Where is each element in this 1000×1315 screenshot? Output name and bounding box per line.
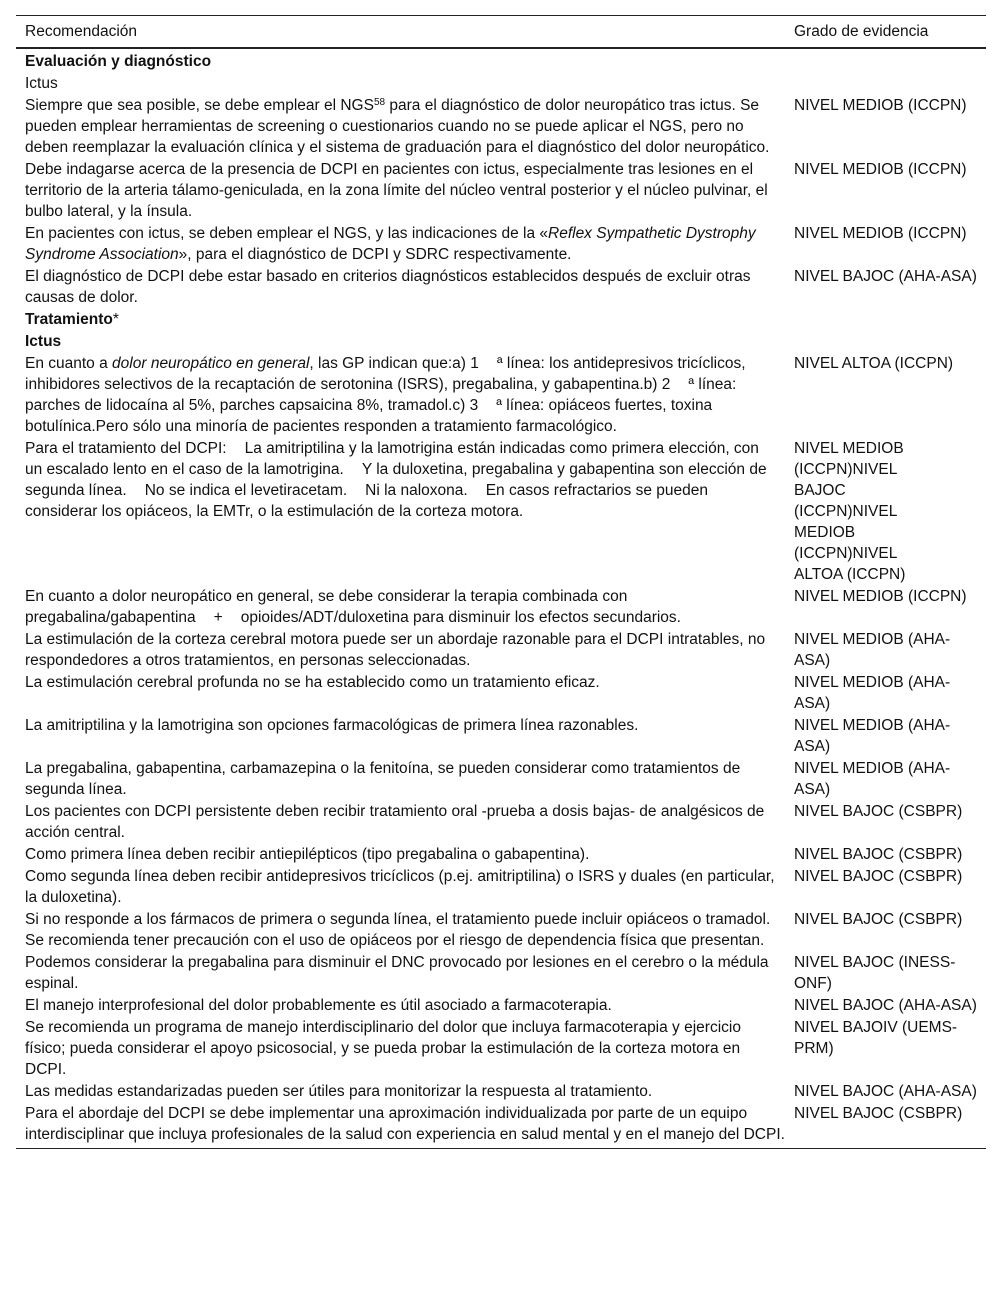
recommendation-text: En cuanto a dolor neuropático en general, se debe considerar la terapia combinada con pregabalina/gabapentina + opioides/ADT/duloxetina para disminuir los efectos secundarios. — [25, 588, 681, 626]
evidence-grade: NIVEL BAJOC (INESS-ONF) — [794, 954, 956, 992]
header-evidence: Grado de evidencia — [794, 23, 929, 40]
recommendation-text: Para el abordaje del DCPI se debe implementar una aproximación individualizada por parte de un equipo interdisciplinar que incluya profesionales de la salud con experiencia en salud mental y en el manejo del DCPI. — [25, 1105, 785, 1143]
recommendation-text: Si no responde a los fármacos de primera o segunda línea, el tratamiento puede incluir opiáceos o tramadol. Se recomienda tener precaución con el uso de opiáceos por el riesgo de dependencia física que presentan. — [25, 911, 771, 949]
recommendation-text: Se recomienda un programa de manejo interdisciplinario del dolor que incluya farmacoterapia y ejercicio físico; pueda considerar el apoyo psicosocial, y se pueda probar la estimulación de la corteza motora en DCPI. — [25, 1019, 741, 1078]
section-row — [16, 309, 986, 330]
recommendation-text: La amitriptilina y la lamotrigina son opciones farmacológicas de primera línea razonables. — [25, 717, 639, 734]
table-bottom-rule — [16, 1148, 986, 1149]
subsection-title: Ictus — [25, 75, 58, 92]
section-title: Evaluación y diagnóstico — [25, 53, 212, 70]
recommendation-rows — [16, 629, 986, 1145]
recommendation-text: Como segunda línea deben recibir antidepresivos tricíclicos (p.ej. amitriptilina) o ISRS y duales (en particular, la duloxetina). — [25, 868, 775, 906]
table-row — [16, 909, 986, 951]
table-row — [16, 995, 986, 1016]
recommendations-table — [16, 15, 986, 1149]
recommendation-text: Los pacientes con DCPI persistente deben recibir tratamiento oral -prueba a dosis bajas- de analgésicos de acción central. — [25, 803, 765, 841]
recommendation-text: El diagnóstico de DCPI debe estar basado en criterios diagnósticos establecidos después de excluir otras causas de dolor. — [25, 268, 751, 306]
recommendation-text: La pregabalina, gabapentina, carbamazepina o la fenitoína, se pueden considerar como tratamientos de segunda línea. — [25, 760, 741, 798]
subsection-title: Ictus — [25, 333, 62, 350]
evidence-grade: NIVEL BAJOC (CSBPR) — [794, 846, 963, 863]
subsection-row — [16, 73, 986, 94]
table-row — [16, 866, 986, 908]
table-row — [16, 672, 986, 714]
table-row — [16, 159, 986, 222]
recommendation-text: Como primera línea deben recibir antiepilépticos (tipo pregabalina o gabapentina). — [25, 846, 590, 863]
table-row — [16, 266, 986, 308]
table-row — [16, 223, 986, 265]
recommendation-text: La estimulación cerebral profunda no se ha establecido como un tratamiento eficaz. — [25, 674, 600, 691]
table-row — [16, 353, 986, 437]
recommendation-text: En pacientes con ictus, se deben emplear el NGS, y las indicaciones de la «Reflex Sympathetic Dystrophy Syndrome Association», para el diagnóstico de DCPI y SDRC respectivamente. — [25, 225, 756, 263]
section-row — [16, 51, 986, 72]
table-row — [16, 95, 986, 158]
table-row — [16, 1081, 986, 1102]
evidence-grade: NIVEL BAJOC (CSBPR) — [794, 911, 963, 928]
evidence-grade: NIVEL BAJOC (AHA-ASA) — [794, 1083, 977, 1100]
evidence-grade: NIVEL BAJOIV (UEMS-PRM) — [794, 1019, 958, 1057]
evidence-grade: NIVEL MEDIOB (ICCPN)NIVEL BAJOC (ICCPN)NIVEL MEDIOB (ICCPN)NIVEL ALTOA (ICCPN) — [794, 440, 906, 583]
evidence-grade: NIVEL MEDIOB (ICCPN) — [794, 97, 967, 114]
evidence-grade: NIVEL BAJOC (CSBPR) — [794, 1105, 963, 1122]
evidence-grade: NIVEL ALTOA (ICCPN) — [794, 355, 954, 372]
subsection-row — [16, 331, 986, 352]
recommendation-text: Siempre que sea posible, se debe emplear el NGS$^{58}$ para el diagnóstico de dolor neuropático tras ictus. Se pueden emplear herramientas de screening o cuestionarios cuando no se puede aplicar el NGS, pero no deben reemplazar la evaluación clínica y el sistema de graduación para el diagnóstico del dolor neuropático. — [25, 97, 770, 156]
table-row — [16, 629, 986, 671]
evidence-grade: NIVEL BAJOC (CSBPR) — [794, 868, 963, 885]
citation-superscript: 58 — [373, 97, 386, 108]
recommendation-text: Podemos considerar la pregabalina para disminuir el DNC provocado por lesiones en el cerebro o la médula espinal. — [25, 954, 769, 992]
table-row — [16, 586, 986, 628]
table-row — [16, 952, 986, 994]
evidence-grade: NIVEL BAJOC (AHA-ASA) — [794, 997, 977, 1014]
table-row — [16, 1017, 986, 1080]
recommendation-text: Las medidas estandarizadas pueden ser útiles para monitorizar la respuesta al tratamiento. — [25, 1083, 653, 1100]
evidence-grade: NIVEL BAJOC (CSBPR) — [794, 803, 963, 820]
evidence-grade: NIVEL MEDIOB (AHA-ASA) — [794, 674, 951, 712]
table-row — [16, 844, 986, 865]
table-header — [16, 16, 986, 49]
evidence-grade: NIVEL BAJOC (AHA-ASA) — [794, 268, 977, 285]
header-recommendation: Recomendación — [25, 23, 138, 40]
recommendation-text: En cuanto a dolor neuropático en general, las GP indican que:a) 1 ª línea: los antidepresivos tricíclicos, inhibidores selectivos de la recaptación de serotonina (ISRS), pregabalina, y gabapentina.b) 2 ª línea: parches de lidocaína al 5%, parches capsaicina 8%, tramadol.c) 3 ª línea: opiáceos fuertes, toxina botulínica.Pero sólo una minoría de pacientes responden a tratamiento farmacológico. — [25, 355, 746, 435]
evidence-grade: NIVEL MEDIOB (ICCPN) — [794, 588, 967, 605]
section-title: Tratamiento* — [25, 311, 119, 328]
table-row — [16, 715, 986, 757]
evidence-grade: NIVEL MEDIOB (ICCPN) — [794, 225, 967, 242]
evidence-grade: NIVEL MEDIOB (AHA-ASA) — [794, 631, 951, 669]
recommendation-text: El manejo interprofesional del dolor probablemente es útil asociado a farmacoterapia. — [25, 997, 612, 1014]
recommendation-text: Debe indagarse acerca de la presencia de DCPI en pacientes con ictus, especialmente tras lesiones en el territorio de la arteria tálamo-geniculada, en la zona límite del núcleo ventral posterior y el núcleo pulvinar, el bulbo lateral, y la ínsula. — [25, 161, 768, 220]
evidence-grade: NIVEL MEDIOB (AHA-ASA) — [794, 760, 951, 798]
table-row — [16, 1103, 986, 1145]
table-row — [16, 438, 986, 585]
table-row — [16, 758, 986, 800]
evidence-grade: NIVEL MEDIOB (ICCPN) — [794, 161, 967, 178]
recommendation-text: La estimulación de la corteza cerebral motora puede ser un abordaje razonable para el DCPI intratables, no respondedores a otros tratamientos, en personas seleccionadas. — [25, 631, 766, 669]
recommendation-text: Para el tratamiento del DCPI: La amitriptilina y la lamotrigina están indicadas como primera elección, con un escalado lento en el caso de la lamotrigina. Y la duloxetina, pregabalina y gabapentina son elección de segunda línea. No se indica el levetiracetam. Ni la naloxona. En casos refractarios se pueden considerar los opiáceos, la EMTr, o la estimulación de la corteza motora. — [25, 440, 767, 520]
table-row — [16, 801, 986, 843]
evidence-grade: NIVEL MEDIOB (AHA-ASA) — [794, 717, 951, 755]
